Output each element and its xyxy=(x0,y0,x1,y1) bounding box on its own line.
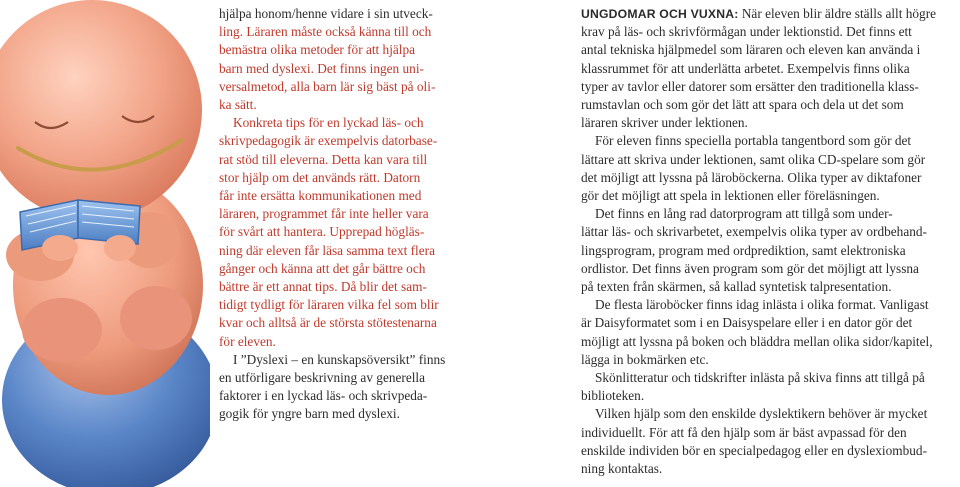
left-foot-shape xyxy=(22,298,102,362)
text-line: ka sätt. xyxy=(219,97,257,113)
text-line: för svårt att hantera. Upprepad högläs- xyxy=(219,224,425,240)
text-line: skrivpedagogik är exempelvis datorbase- xyxy=(219,133,438,149)
text-line: antal tekniska hjälpmedel som läraren och eleven kan använda i xyxy=(581,42,921,58)
text-line: en utförligare beskrivning av generella xyxy=(219,370,426,386)
left-line-1: hjälpa honom/henne vidare i sin utveck- xyxy=(219,6,433,21)
text-line: läraren, programmet får inte heller vara xyxy=(219,206,429,222)
text-line: på texten från skärmen, så kallad syntetisk talpresentation. xyxy=(581,279,892,295)
text-line: För eleven finns speciella portabla tangentbord som gör det xyxy=(595,133,912,149)
text-line: bemästra olika metoder för att hjälpa xyxy=(219,42,416,58)
right-paragraph-6 xyxy=(581,405,959,478)
text-line: lättare att skriva under lektionen, samt olika CD-spelare som gör xyxy=(581,151,926,167)
text-line: är Daisyformatet som i en Daisyspelare eller i en dator gör det xyxy=(581,315,913,331)
text-line: barn med dyslexi. Det finns ingen uni- xyxy=(219,60,424,76)
left-reference-paragraph xyxy=(219,351,455,424)
text-line: Konkreta tips för en lyckad läs- och xyxy=(233,115,424,131)
right-paragraph-4 xyxy=(581,296,959,369)
left-text-column xyxy=(219,5,455,424)
right-paragraph-5 xyxy=(581,369,959,405)
text-line: får inte ersätta kommunikationen med xyxy=(219,188,422,204)
text-line: ling. Läraren måste också känna till och xyxy=(219,24,432,40)
text-line: krav på läs- och skrivförmågan under lektionstid. Det finns ett xyxy=(581,24,912,40)
text-line: individuellt. För att få den hjälp som är bäst avpassad för den xyxy=(581,424,907,440)
text-line: versalmetod, alla barn lär sig bäst på oli- xyxy=(219,78,436,94)
text-line: för eleven. xyxy=(219,333,276,349)
text-line: ning kontaktas. xyxy=(581,461,663,477)
text-line: tidigt tydligt för läraren vilka fel som blir xyxy=(219,297,439,313)
text-line: stor hjälp om det används rätt. Datorn xyxy=(219,169,421,185)
text-line: det möjligt att lyssna på läroböckerna. Olika typer av diktafoner xyxy=(581,169,922,185)
left-first-line xyxy=(219,5,455,23)
text-line: rat stöd till eleverna. Detta kan vara till xyxy=(219,151,428,167)
text-line: klassrummet för att underlätta arbetet. Exempelvis finns olika xyxy=(581,60,910,76)
text-line: lingsprogram, program med ordprediktion, samt elektroniska xyxy=(581,242,906,258)
right-paragraph-1 xyxy=(581,5,959,132)
text-line: enskilde individen bör en specialpedagog eller en dyslexiombud- xyxy=(581,442,927,458)
text-line: Skönlitteratur och tidskrifter inlästa på skiva finns att tillgå på xyxy=(595,370,925,386)
text-line: lättar läs- och skrivarbetet, exempelvis olika typer av ordbehand- xyxy=(581,224,927,240)
right-foot-shape xyxy=(120,286,192,350)
text-line: läraren skriver under lektionen. xyxy=(581,115,748,131)
text-line: möjligt att lyssna på boken och bläddra mellan olika sidor/kapitel, xyxy=(581,333,933,349)
figure-head-shape xyxy=(0,0,202,220)
text-line: gånger och känna att det går bättre och xyxy=(219,260,426,276)
text-line: kvar och alltså är de största stötestenarna xyxy=(219,315,437,331)
text-line: Det finns en lång rad datorprogram att tillgå som under- xyxy=(595,206,893,222)
right-paragraph-2 xyxy=(581,132,959,205)
text-line: rumstavlan och som gör det lätt att spara och dela ut det som xyxy=(581,97,904,113)
right-paragraph-3 xyxy=(581,205,959,296)
text-line: ning där eleven får läsa samma text flera xyxy=(219,242,435,258)
text-line: typer av tavlor eller datorer som ersätter den traditionella klass- xyxy=(581,78,919,94)
text-line: bättre är ett annat tips. Då blir det sam- xyxy=(219,279,427,295)
right-paragraph-1-first-line: När eleven blir äldre ställs allt högre xyxy=(738,6,937,21)
left-red-paragraph xyxy=(219,23,455,351)
text-line: gör det möjligt att spela in lektionen eller föreläsningen. xyxy=(581,188,880,204)
reading-figure-image xyxy=(0,0,210,487)
text-line: faktorer i en lyckad läs- och skrivpeda- xyxy=(219,388,428,404)
text-line: I ”Dyslexi – en kunskapsöversikt” finns xyxy=(233,351,446,367)
right-hand-shape xyxy=(104,235,136,261)
text-line: Vilken hjälp som den enskilde dyslektikern behöver är mycket xyxy=(595,406,928,422)
text-line: De flesta läroböcker finns idag inlästa i olika format. Vanligast xyxy=(595,297,929,313)
text-line: ordlistor. Det finns även program som gör det möjligt att lyssna xyxy=(581,260,919,276)
text-line: biblioteken. xyxy=(581,388,645,404)
text-line: lägga in bokmärken etc. xyxy=(581,351,709,367)
right-text-column xyxy=(581,5,959,478)
text-line: gogik för yngre barn med dyslexi. xyxy=(219,406,400,422)
section-heading: UNGDOMAR OCH VUXNA: xyxy=(581,7,739,21)
reading-figure-illustration xyxy=(0,0,210,487)
left-hand-shape xyxy=(42,235,78,261)
